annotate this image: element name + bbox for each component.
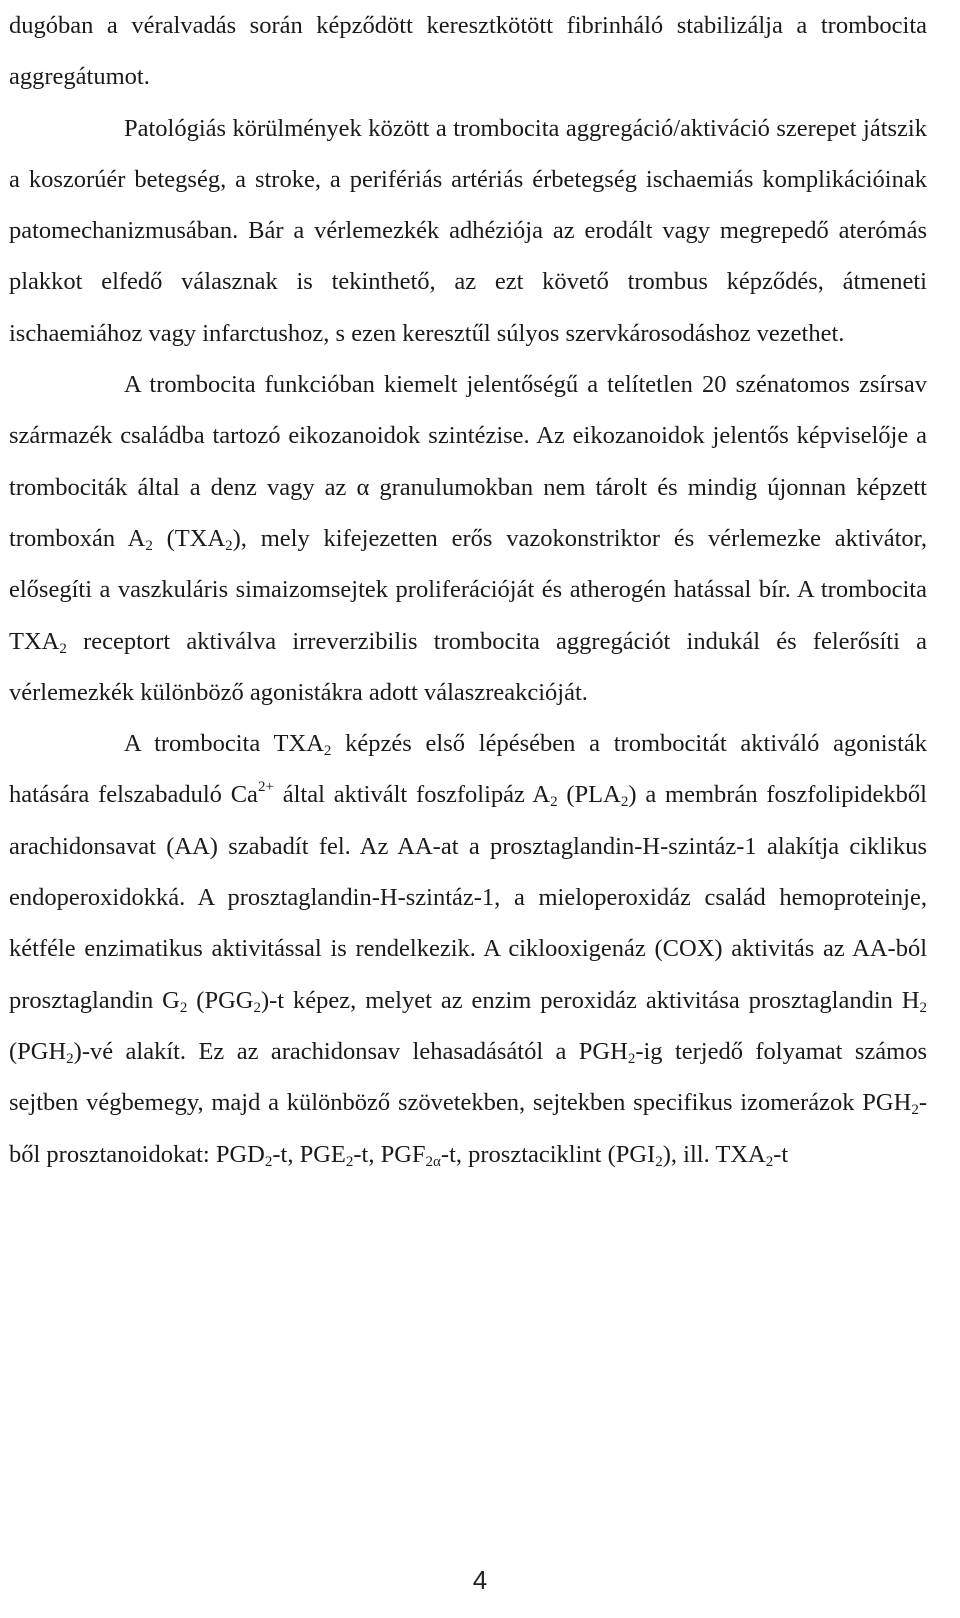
text-run: ) a membrán foszfolipidekből arachidonsavat (AA) szabadít fel. Az AA-at a prosztaglandin-H-szintáz-1 alakítja ciklikus endoperoxidokká. A prosztaglandin-H-szintáz-1, a mieloperoxidáz család hemoproteinje, kétféle enzimatikus aktivitással is rendelkezik. A ciklooxigenáz (COX) aktivitás az AA-ból prosztaglandin G [9, 781, 927, 1014]
subscript: 2 [145, 537, 153, 554]
subscript: 2 [627, 1050, 636, 1067]
text-run: -t, PGE [272, 1140, 346, 1168]
text-run: -ből prosztanoidokat: PGD [9, 1089, 927, 1168]
text-run: dugóban a véralvadás során képződött keresztkötött fibrinháló stabilizálja a trombocita aggregátumot. [9, 12, 927, 91]
page-number: 4 [472, 1565, 488, 1595]
text-run: (PGG [187, 986, 254, 1014]
text-run: A trombocita TXA [124, 730, 324, 758]
subscript: 2α [425, 1153, 441, 1170]
subscript: 2 [550, 794, 558, 811]
text-run: által aktivált foszfolipáz A [273, 781, 551, 809]
subscript: 2 [66, 1050, 74, 1067]
subscript: 2 [59, 640, 67, 657]
subscript: 2 [225, 537, 233, 554]
subscript: 2 [911, 1102, 919, 1119]
text-run: -t, PGF [353, 1140, 426, 1168]
text-run: -ig terjedő folyamat számos sejtben végbemegy, majd a különböző szövetekben, sejtekben specifikus izomerázok PGH [9, 1037, 927, 1117]
subscript: 2 [323, 743, 332, 760]
text-run: )-vé alakít. Ez az arachidonsav lehasadásától a PGH [73, 1037, 628, 1065]
text-run: )-t képez, melyet az enzim peroxidáz aktivitása prosztaglandin H [260, 986, 920, 1014]
text-run: -t, prosztaciklint (PGI [440, 1140, 656, 1168]
body-text [9, 0, 927, 1180]
text-run: (TXA [152, 524, 226, 552]
subscript: 2 [253, 999, 261, 1016]
subscript: 2 [264, 1153, 273, 1170]
text-run: (PGH [9, 1037, 67, 1065]
paragraph [9, 0, 927, 103]
subscript: 2 [765, 1153, 774, 1170]
text-run: ), mely kifejezetten erős vazokonstriktor és vérlemezke aktivátor, elősegíti a vaszkuláris simaizomsejtek proliferációját és atherogén hatással bír. A trombocita TXA [9, 524, 927, 655]
text-run: -t [773, 1140, 789, 1168]
paragraph [9, 359, 927, 718]
text-run: (PLA [557, 781, 621, 809]
paragraph [9, 718, 927, 1180]
text-run: ), ill. TXA [662, 1140, 766, 1168]
subscript: 2 [620, 794, 629, 811]
superscript: 2+ [257, 779, 274, 796]
subscript: 2 [919, 999, 928, 1016]
text-run: receptort aktiválva irreverzibilis trombocita aggregációt indukál és felerősíti a vérlemezkék különböző agonistákra adott válaszreakcióját. [9, 627, 927, 706]
text-run: képzés első lépésében a trombocitát aktiváló agonisták hatására felszabaduló Ca [9, 730, 927, 809]
paragraph [9, 103, 927, 359]
subscript: 2 [655, 1153, 663, 1170]
subscript: 2 [179, 999, 188, 1016]
text-run: A trombocita funkcióban kiemelt jelentőségű a telítetlen 20 szénatomos zsírsav származék családba tartozó eikozanoidok szintézise. Az eikozanoidok jelentős képviselője a trombociták által a denz vagy az α granulumokban nem tárolt és mindig újonnan képzett tromboxán A [9, 371, 927, 552]
text-run: Patológiás körülmények között a trombocita aggregáció/aktiváció szerepet játszik a koszorúér betegség, a stroke, a perifériás artériás érbetegség ischaemiás komplikációinak patomechanizmusában. Bár a vérlemezkék adhéziója az erodált vagy megrepedő aterómás plakkot elfedő válasznak is tekinthető, az ezt követő trombus képződés, átmeneti ischaemiához vagy infarctushoz, s ezen keresztűl súlyos szervkárosodáshoz vezethet. [9, 114, 927, 347]
subscript: 2 [345, 1153, 354, 1170]
